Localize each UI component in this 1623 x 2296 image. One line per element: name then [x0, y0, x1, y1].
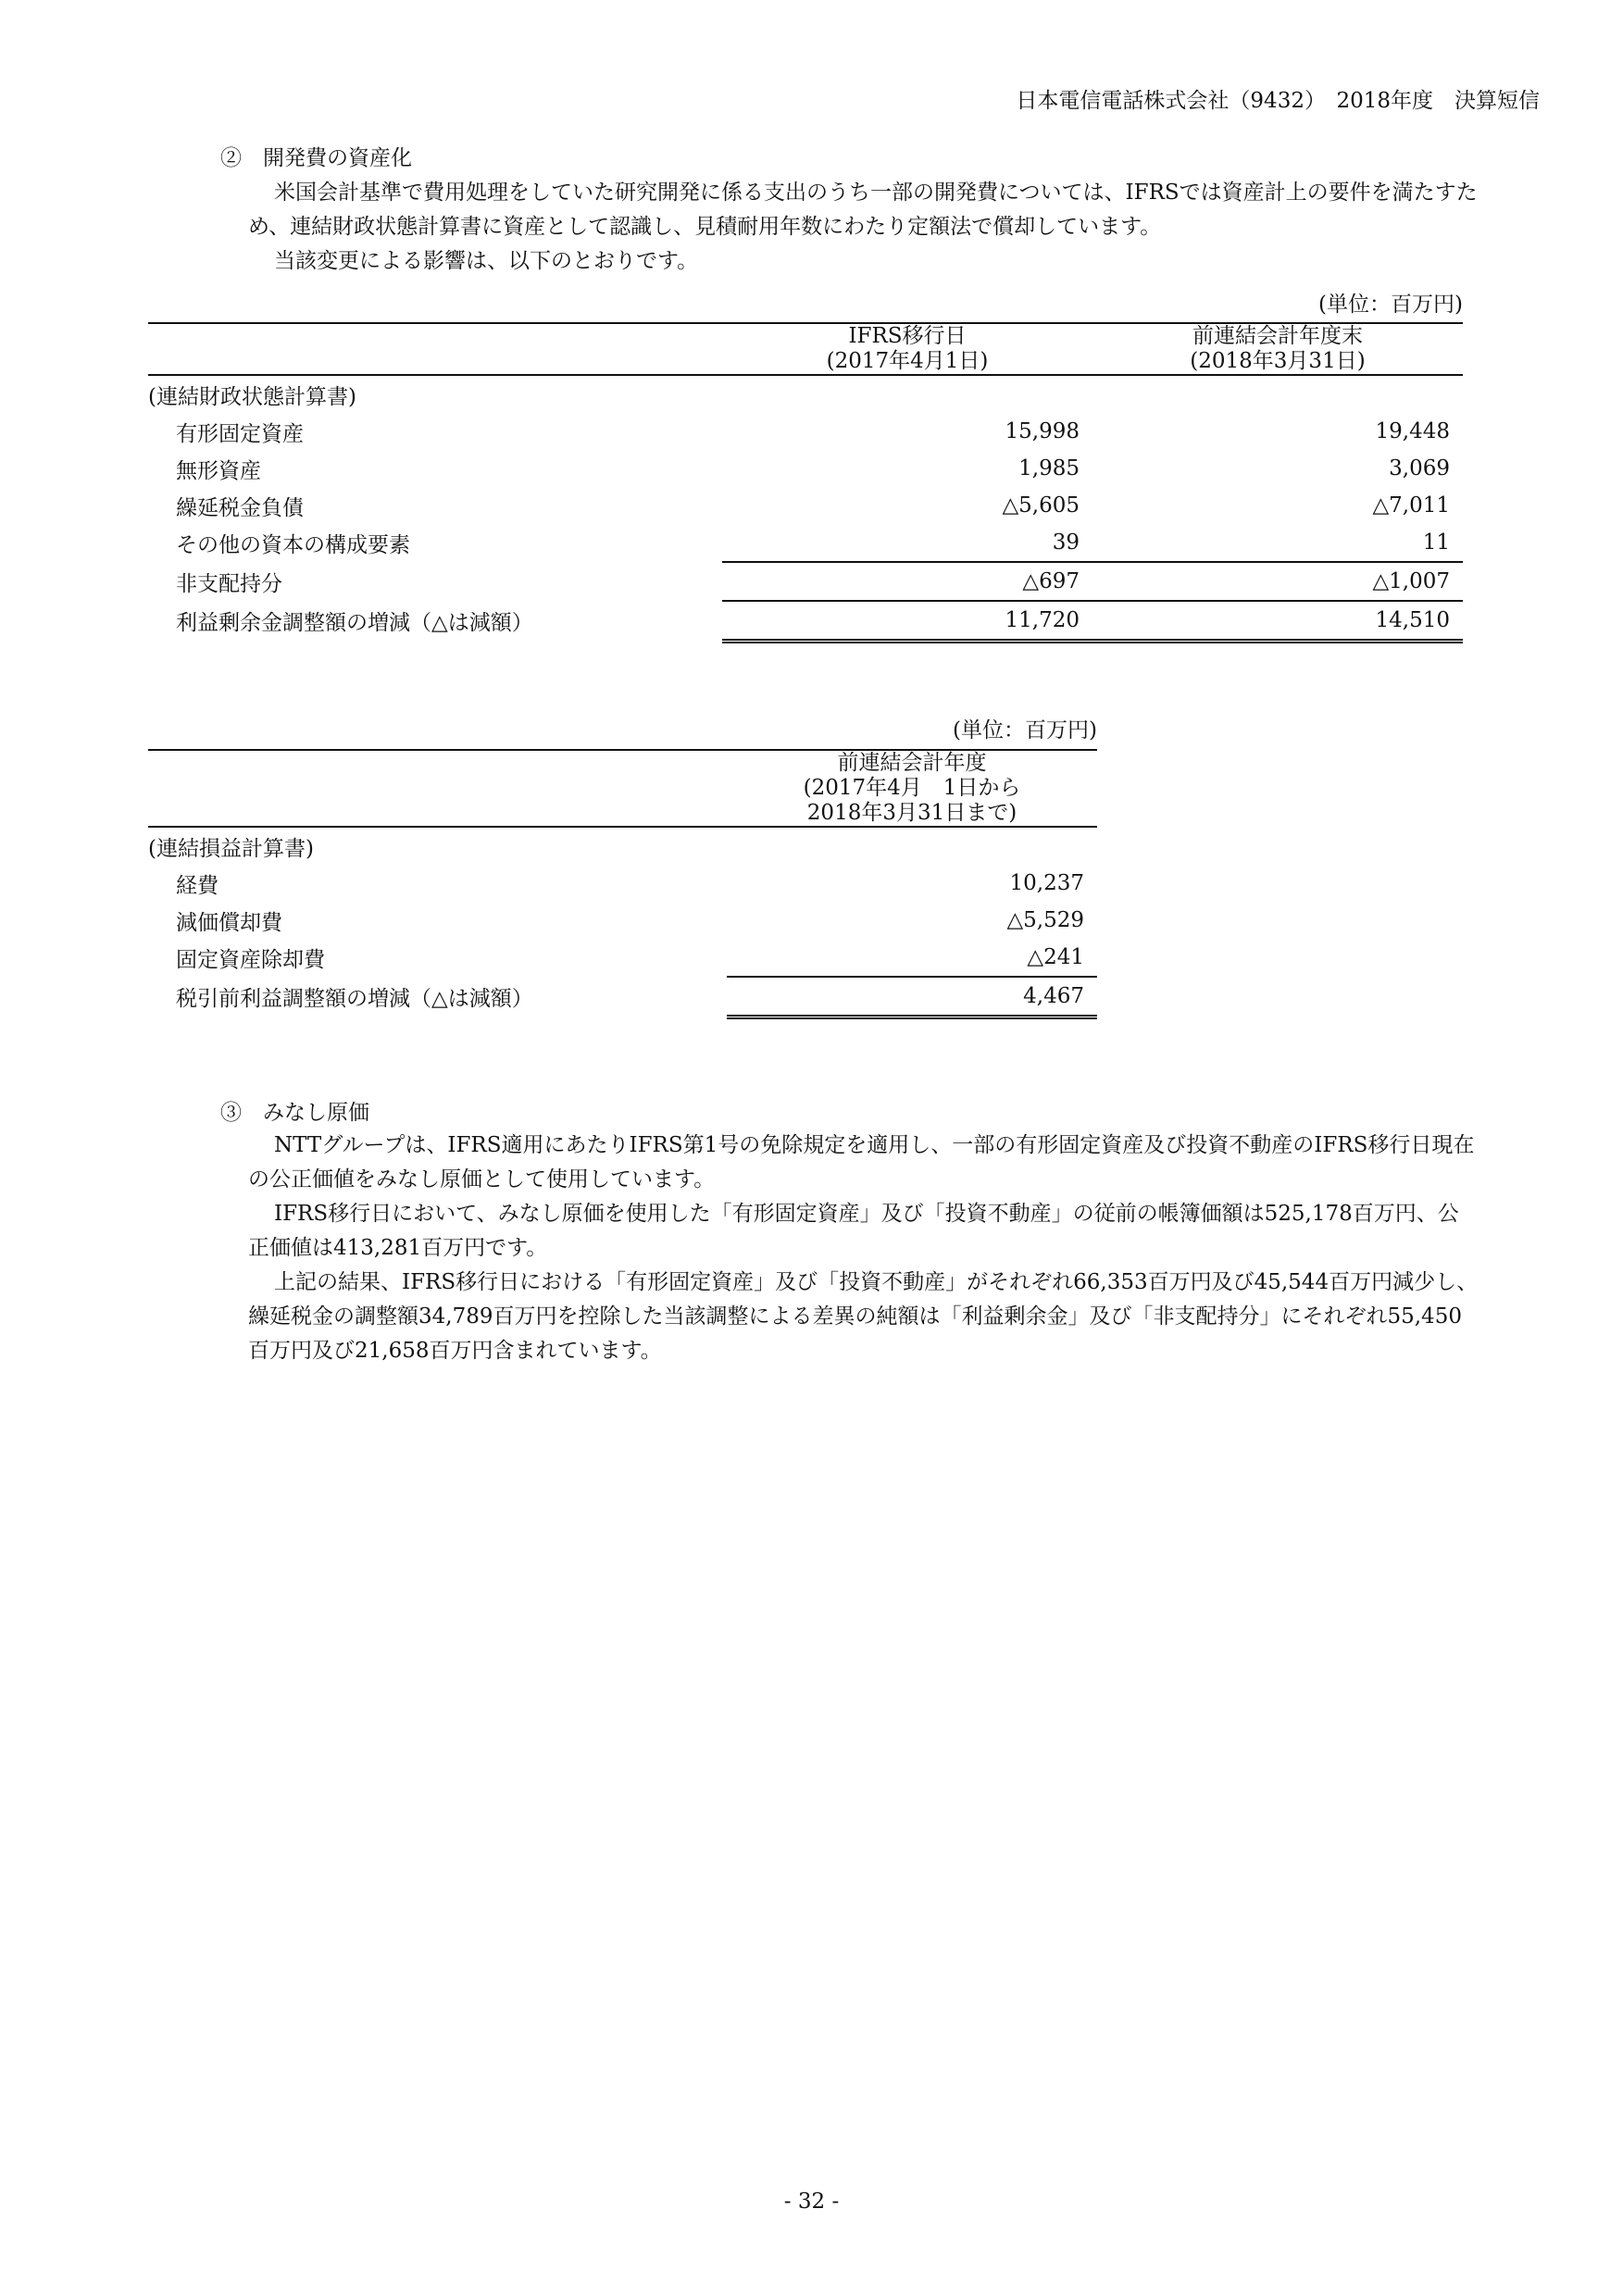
value-cell: △1,007 — [1092, 562, 1463, 601]
row-label: 非支配持分 — [176, 571, 282, 596]
row-label: 利益剰余金調整額の増減（△は減額） — [176, 611, 533, 636]
value-cell: 11 — [1422, 530, 1450, 555]
value-cell: △5,529 — [1006, 908, 1084, 932]
table-row-total — [148, 977, 1097, 1017]
table-row — [148, 450, 1463, 487]
table-row — [148, 939, 1097, 977]
value-cell: 11,720 — [722, 601, 1092, 642]
value-cell: 4,467 — [727, 977, 1097, 1017]
value-cell: △241 — [1027, 945, 1084, 969]
value-cell: 14,510 — [1092, 601, 1463, 642]
row-label: 有形固定資産 — [176, 421, 304, 446]
table-row — [148, 562, 1463, 601]
value-cell: 3,069 — [1389, 456, 1450, 480]
value-cell: 19,448 — [1375, 419, 1450, 443]
table-row — [148, 827, 1097, 865]
value-cell: 1,985 — [1018, 456, 1080, 480]
table-row — [148, 865, 1097, 902]
section3-paragraph: NTTグループは、IFRS適用にあたりIFRS第1号の免除規定を適用し、一部の有形固定資産及び投資不動産のIFRS移行日現在の公正価値をみなし原価として使用しています。 — [248, 1133, 1475, 1192]
income-statement-impact-table — [148, 749, 1097, 1019]
value-cell: △7,011 — [1372, 493, 1450, 518]
table-row — [148, 524, 1463, 562]
table-row — [148, 902, 1097, 939]
table2-header-blank — [148, 750, 727, 827]
table2-section-label: (連結損益計算書) — [148, 836, 314, 861]
value-cell: △697 — [722, 562, 1092, 601]
col-header-line: (2017年4月1日) — [826, 349, 989, 373]
section2-body — [248, 176, 1479, 279]
col-header-line: IFRS移行日 — [848, 324, 967, 348]
table1-section-label: (連結財政状態計算書) — [148, 384, 356, 409]
table2-header-row — [148, 750, 1097, 827]
table2-unit-label: (単位：百万円) — [953, 718, 1097, 742]
table2-col-prior-fiscal-year — [727, 750, 1097, 827]
table1-col-ifrs-transition-date — [722, 323, 1092, 375]
row-label: 税引前利益調整額の増減（△は減額） — [176, 987, 533, 1012]
row-label: その他の資本の構成要素 — [176, 533, 410, 557]
col-header-line: 前連結会計年度 — [837, 751, 987, 775]
table1-header-blank — [148, 323, 722, 375]
section3-body — [248, 1129, 1479, 1368]
section3-paragraph: IFRS移行日において、みなし原価を使用した「有形固定資産」及び「投資不動産」の従前の帳簿価額は525,178百万円、公正価値は413,281百万円です。 — [248, 1202, 1459, 1260]
table1-header-row — [148, 323, 1463, 375]
value-cell: 10,237 — [1009, 871, 1084, 895]
section2-paragraph: 当該変更による影響は、以下のとおりです。 — [274, 249, 699, 273]
page-number: - 32 - — [783, 2190, 840, 2214]
col-header-line: 2018年3月31日まで) — [806, 801, 1017, 825]
balance-sheet-impact-table — [148, 322, 1463, 643]
section-title-deemed-cost: ③ みなし原価 — [220, 1101, 369, 1125]
col-header-line: (2017年4月 1日から — [803, 776, 1021, 800]
table-row — [148, 487, 1463, 524]
col-header-line: (2018年3月31日) — [1190, 349, 1366, 373]
row-label: 繰延税金負債 — [176, 495, 304, 520]
table-row — [148, 413, 1463, 450]
table-row — [148, 375, 1463, 413]
table1-unit-label: (単位：百万円) — [1318, 293, 1463, 317]
table-row-total — [148, 601, 1463, 642]
document-header: 日本電信電話株式会社（9432） 2018年度 決算短信 — [1016, 89, 1540, 113]
section2-paragraph: 米国会計基準で費用処理をしていた研究開発に係る支出のうち一部の開発費については、IFRSでは資産計上の要件を満たすため、連結財政状態計算書に資産として認識し、見積耐用年数にわたり定額法で償却しています。 — [248, 181, 1478, 239]
value-cell: 39 — [1052, 530, 1080, 555]
section-title-capitalization: ② 開発費の資産化 — [220, 146, 412, 170]
table1-col-prior-year-end — [1092, 323, 1463, 375]
row-label: 減価償却費 — [176, 910, 282, 935]
value-cell: 15,998 — [1005, 419, 1080, 443]
section3-paragraph: 上記の結果、IFRS移行日における「有形固定資産」及び「投資不動産」がそれぞれ66,353百万円及び45,544百万円減少し、繰延税金の調整額34,789百万円を控除した当該調整による差異の純額は「利益剰余金」及び「非支配持分」にそれぞれ55,450百万円及び21,658百万円含まれています。 — [248, 1270, 1479, 1363]
row-label: 無形資産 — [176, 458, 261, 483]
col-header-line: 前連結会計年度末 — [1192, 324, 1363, 348]
row-label: 経費 — [176, 873, 218, 898]
value-cell: △5,605 — [1002, 493, 1080, 518]
row-label: 固定資産除却費 — [176, 948, 325, 972]
